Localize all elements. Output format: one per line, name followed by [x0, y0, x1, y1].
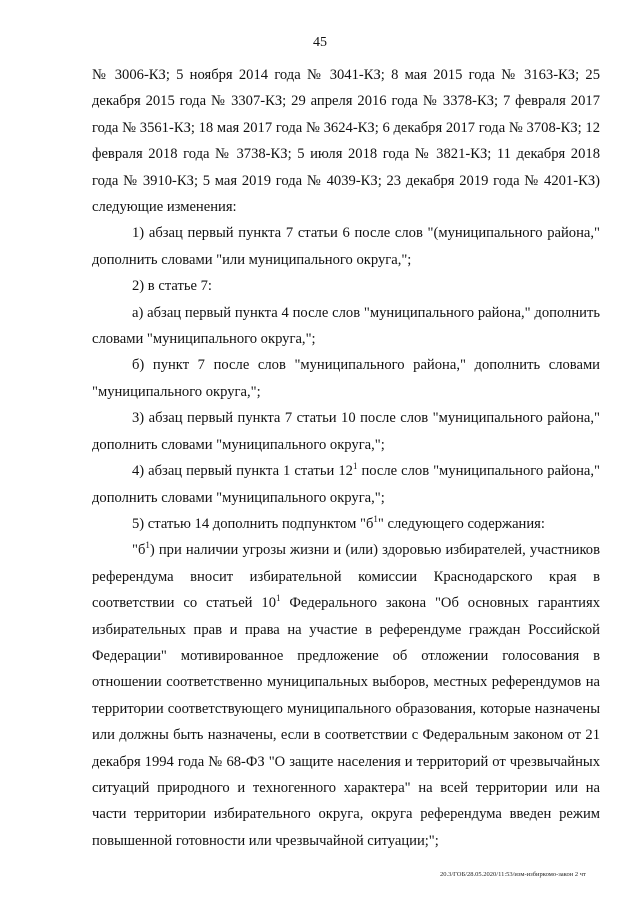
page-number: 45	[313, 35, 327, 50]
superscript: 1	[145, 540, 150, 551]
superscript: 1	[373, 514, 378, 525]
superscript: 1	[276, 593, 281, 604]
paragraph-item-4	[92, 458, 600, 511]
text-run: "б	[132, 542, 146, 559]
document-footer-code: 20.3/ГОБ/28.05.2020/11:53/изм-избиркомо-закон 2 чт	[440, 871, 586, 878]
text-run: 4) абзац первый пункта 1 статьи 12	[132, 463, 353, 480]
paragraph-item-2: 2) в статье 7:	[132, 278, 212, 295]
paragraph-item-1: 1) абзац первый пункта 7 статьи 6 после слов "(муниципального района," дополнить словами "или муниципального округа,";	[92, 225, 600, 268]
text-run: 5) статью 14 дополнить подпунктом "б	[132, 515, 374, 532]
superscript: 1	[352, 461, 358, 472]
document-body	[92, 62, 600, 854]
paragraph-item-2a: а) абзац первый пункта 4 после слов "муниципального района," дополнить словами "муниципального округа,";	[92, 304, 600, 348]
paragraph-subitem-b1	[92, 537, 600, 854]
text-run: " следующего содержания:	[377, 515, 545, 532]
paragraph-amendment-list: № 3006-КЗ; 5 ноября 2014 года № 3041-КЗ; 8 мая 2015 года № 3163-КЗ; 25 декабря 2015 года № 3307-КЗ; 29 апреля 2016 года № 3378-КЗ; 7 февраля 2017 года № 3561-КЗ; 18 мая 2017 года № 3624-КЗ; 6 декабря 2017 года № 3708-КЗ; 12 февраля 2018 года № 3738-КЗ; 5 июля 2018 года № 3821-КЗ; 11 декабря 2018 года № 3910-КЗ; 5 мая 2019 года № 4039-КЗ; 23 декабря 2019 года № 4201-КЗ) следующие изменения:	[92, 67, 600, 216]
paragraph-item-3: 3) абзац первый пункта 7 статьи 10 после слов "муниципального района," дополнить словами "муниципального округа,";	[92, 410, 600, 453]
text-run: ) при наличии угрозы жизни и (или) здоровью избирателей, участников референдума вносит избирательной комиссии Краснодарского края в соответствии со статьей 10	[92, 542, 600, 612]
paragraph-item-5	[92, 511, 600, 537]
paragraph-item-2b: б) пункт 7 после слов "муниципального района," дополнить словами "муниципального округа,";	[92, 357, 600, 400]
text-run: Федерального закона "Об основных гарантиях избирательных прав и права на участие в референдуме граждан Российской Федерации" мотивированное предложение об отложении голосования в отношении соответственно муниципальных выборов, местных референдумов на территории соответствующего муниципального образования, которые назначены или должны быть назначены, если в соответствии с Федеральным законом от 21 декабря 1994 года № 68-ФЗ "О защите населения и территорий от чрезвычайных ситуаций природного и техногенного характера" на всей территории или на части территории избирательного округа, округа референдума введен режим повышенной готовности или чрезвычайной ситуации;";	[92, 595, 600, 849]
text-run: после слов "муниципального района," дополнить словами "муниципального округа,";	[92, 463, 600, 506]
